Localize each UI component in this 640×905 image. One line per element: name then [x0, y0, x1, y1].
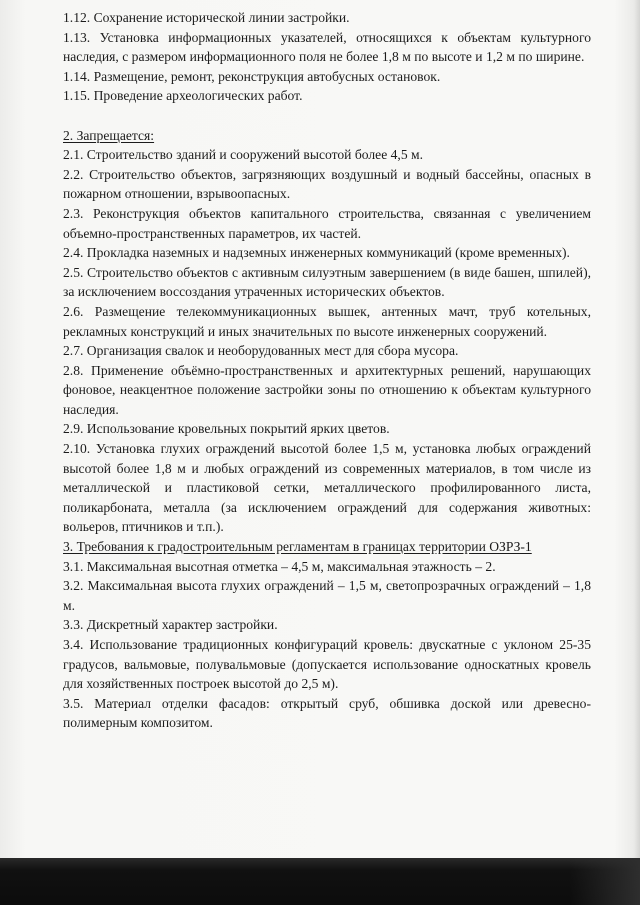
scan-bottom-border	[0, 858, 640, 905]
item-2-10: 2.10. Установка глухих ограждений высотой более 1,5 м, установка любых ограждений высотой более 1,8 м и любых ограждений из современных материалов, в том числе из металлической и пластиковой сетки, металлического профилированного листа, поликарбоната, металла (за исключением ограждений для содержания животных: вольеров, птичников и т.п.).	[63, 441, 591, 535]
item-2-5: 2.5. Строительство объектов с активным силуэтным завершением (в виде башен, шпилей), за исключением воссоздания утраченных исторических объектов.	[63, 264, 591, 300]
item-3-3: 3.3. Дискретный характер застройки.	[63, 617, 278, 633]
item-1-15: 1.15. Проведение археологических работ.	[63, 88, 303, 104]
section-3-heading: 3. Требования к градостроительным регламентам в границах территории ОЗРЗ-1	[63, 539, 532, 555]
item-2-7: 2.7. Организация свалок и необорудованных мест для сбора мусора.	[63, 343, 459, 359]
item-3-1: 3.1. Максимальная высотная отметка – 4,5 м, максимальная этажность – 2.	[63, 558, 496, 574]
item-1-13: 1.13. Установка информационных указателей, относящихся к объектам культурного наследия, с размером информационного поля не более 1,8 м по высоте и 1,2 м по ширине.	[63, 29, 591, 65]
item-3-4: 3.4. Использование традиционных конфигураций кровель: двускатные с уклоном 25-35 градусов, вальмовые, полувальмовые (допускается использование односкатных кровель для хозяйственных построек высотой до 2,5 м).	[63, 637, 591, 692]
item-2-2: 2.2. Строительство объектов, загрязняющих воздушный и водный бассейны, опасных в пожарном отношении, взрывоопасных.	[63, 166, 591, 202]
scan-corner-gradient	[570, 858, 640, 905]
item-3-5: 3.5. Материал отделки фасадов: открытый сруб, обшивка доской или древесно-полимерным композитом.	[63, 695, 591, 731]
paragraph-gap	[63, 106, 591, 126]
item-1-12: 1.12. Сохранение исторической линии застройки.	[63, 10, 350, 25]
item-2-9: 2.9. Использование кровельных покрытий ярких цветов.	[63, 421, 390, 437]
section-2-heading: 2. Запрещается:	[63, 127, 155, 143]
item-2-8: 2.8. Применение объёмно-пространственных и архитектурных решений, нарушающих фоновое, неакцентное положение застройки зоны по отношению к объектам культурного наследия.	[63, 362, 591, 417]
item-1-14: 1.14. Размещение, ремонт, реконструкция автобусных остановок.	[63, 68, 441, 84]
item-2-4: 2.4. Прокладка наземных и надземных инженерных коммуникаций (кроме временных).	[63, 245, 570, 261]
item-2-3: 2.3. Реконструкция объектов капитального строительства, связанная с увеличением объемно-пространственных параметров, их частей.	[63, 205, 591, 241]
item-2-6: 2.6. Размещение телекоммуникационных вышек, антенных мачт, труб котельных, рекламных конструкций и иных значительных по высоте инженерных сооружений.	[63, 303, 591, 339]
document-body	[63, 8, 591, 733]
item-3-2: 3.2. Максимальная высота глухих ограждений – 1,5 м, светопрозрачных ограждений – 1,8 м.	[63, 578, 591, 613]
scan-edge-shadow	[634, 0, 640, 858]
item-2-1: 2.1. Строительство зданий и сооружений высотой более 4,5 м.	[63, 147, 424, 163]
